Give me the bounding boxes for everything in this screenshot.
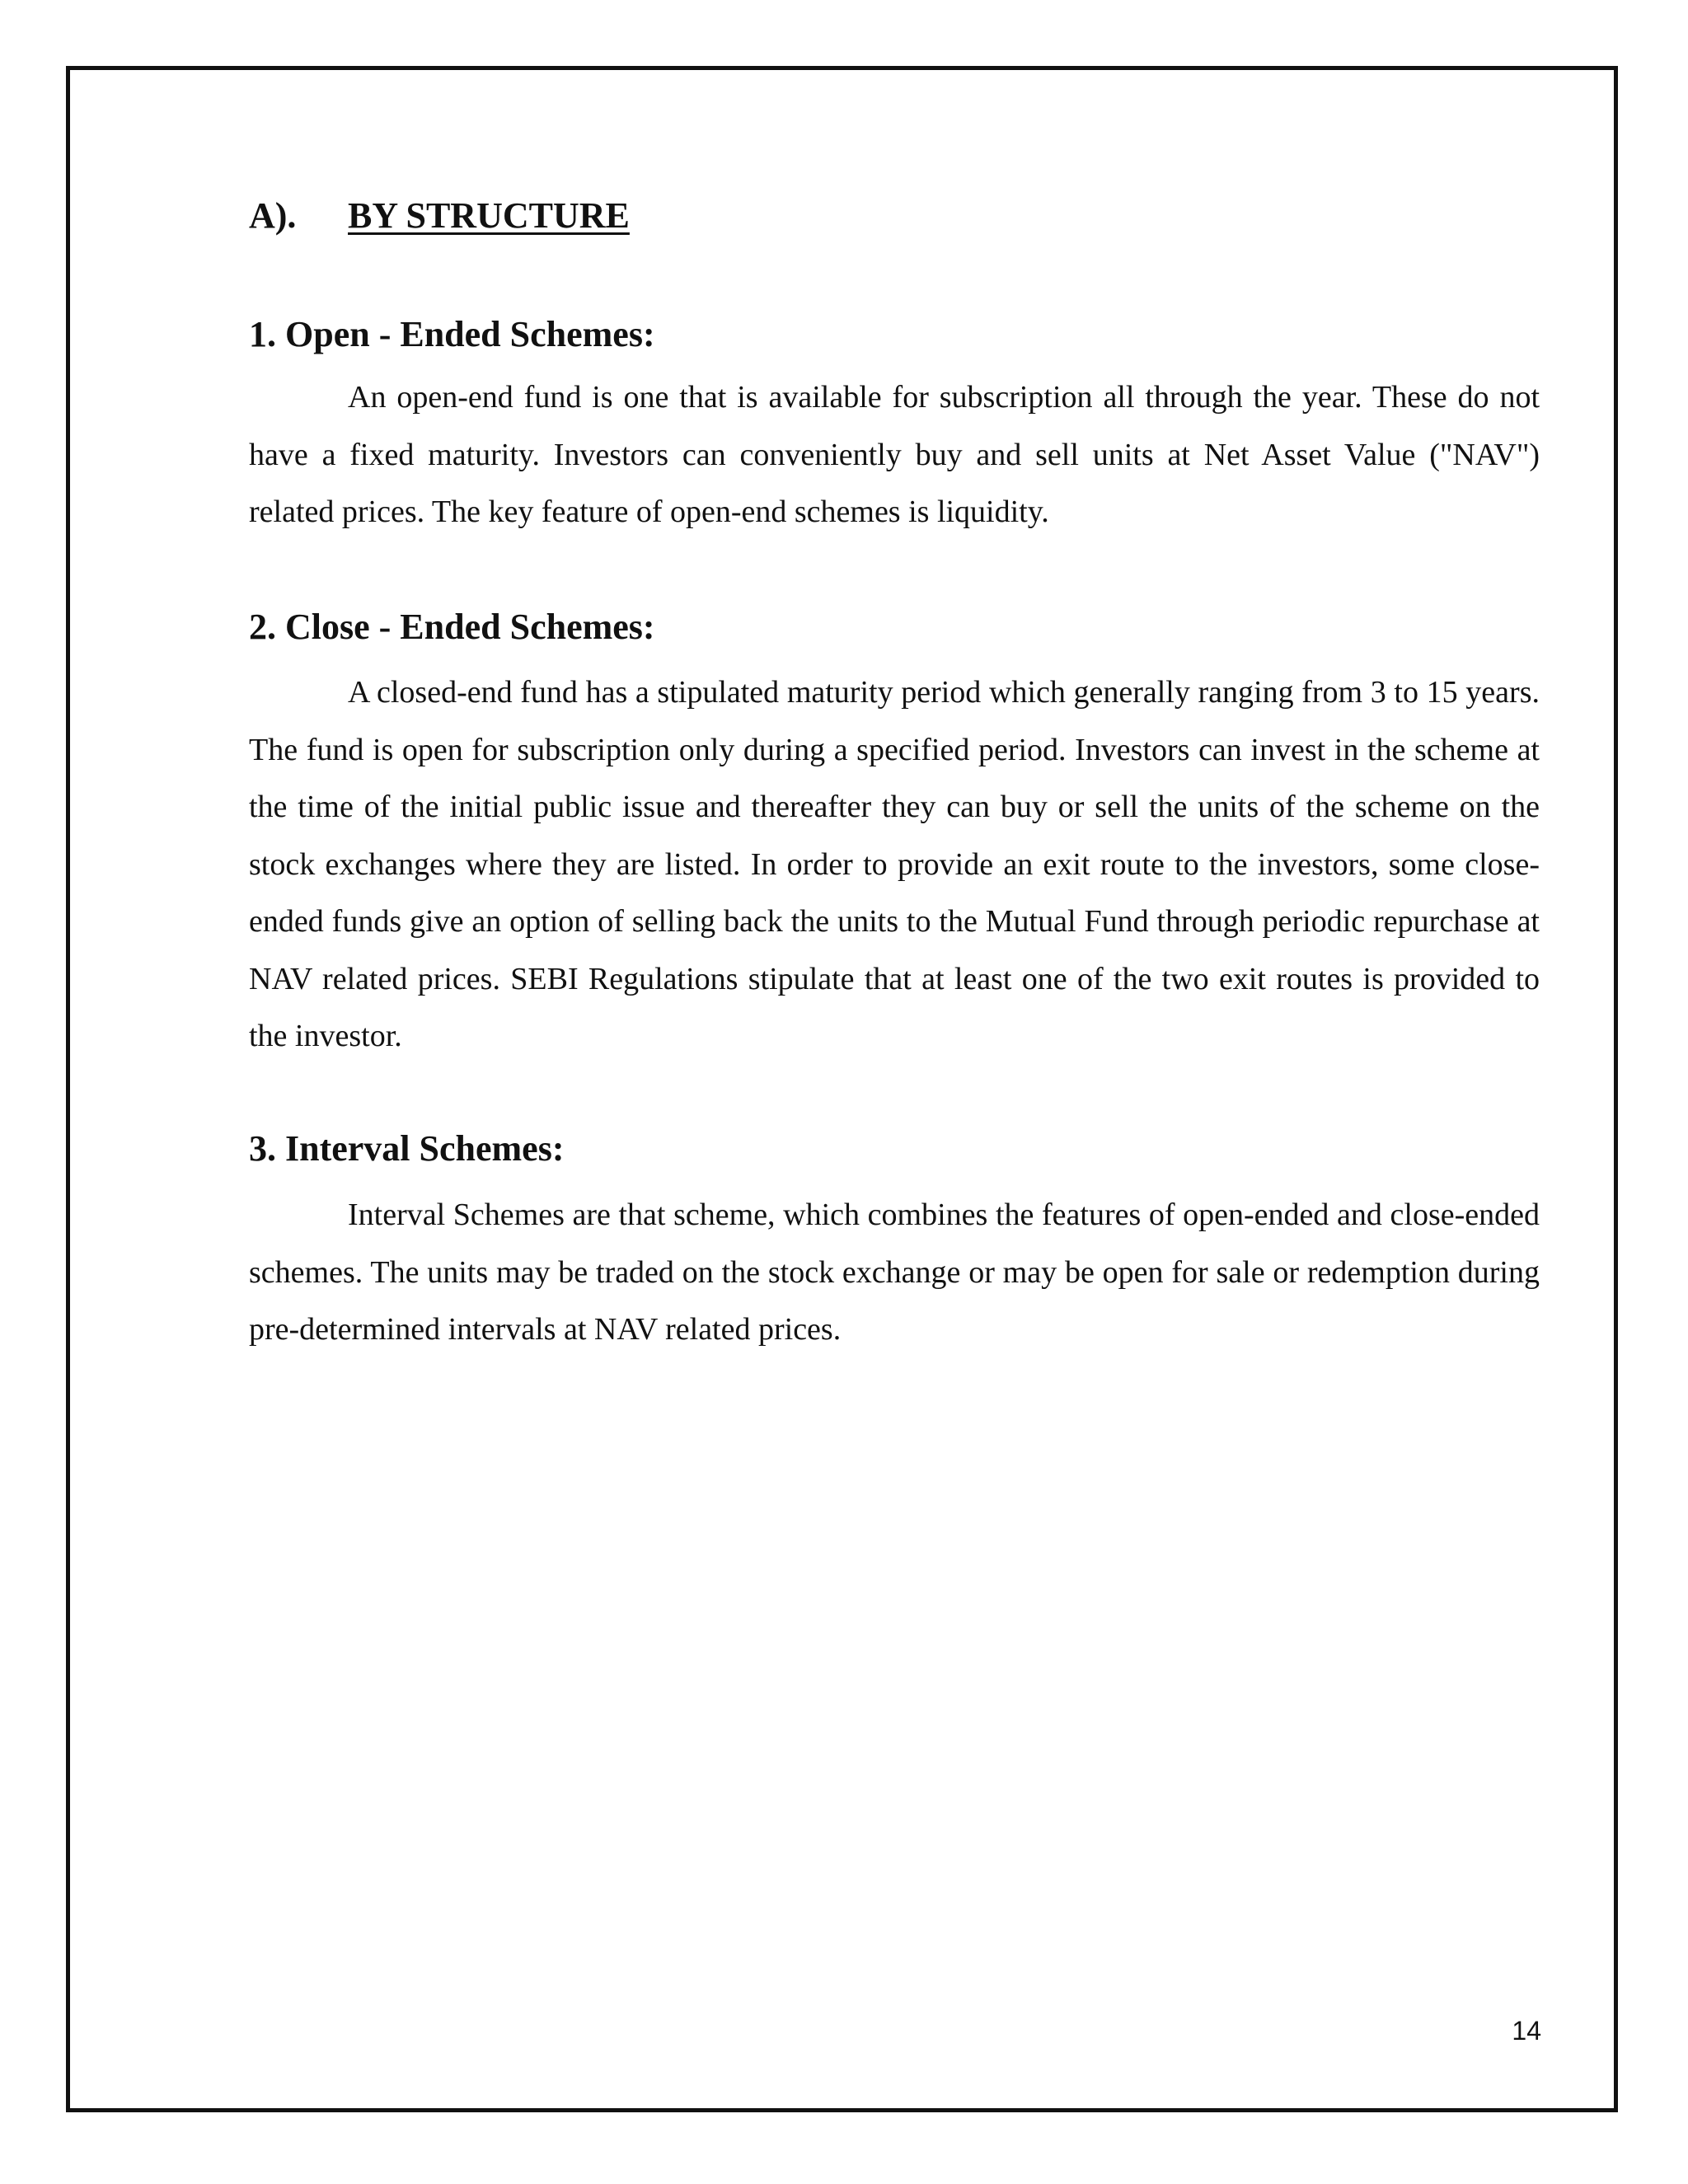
section-heading xyxy=(249,194,630,238)
scheme-body-interval: Interval Schemes are that scheme, which combines the features of open-ended and close-ended schemes. The units may be traded on the stock exchange or may be open for sale or redemption during pre-determined intervals at NAV related prices. xyxy=(249,1197,1540,1347)
scheme-heading-open-ended: 1. Open - Ended Schemes: xyxy=(249,314,655,354)
section-prefix: A). xyxy=(249,195,297,236)
scheme-body-close-ended: A closed-end fund has a stipulated maturity period which generally ranging from 3 to 15 years. The fund is open for subscription only during a specified period. Investors can invest in the scheme at the time of the initial public issue and thereafter they can buy or sell the units of the scheme on the stock exchanges where they are listed. In order to provide an exit route to the investors, some close-ended funds give an option of selling back the units to the Mutual Fund through periodic repurchase at NAV related prices. SEBI Regulations stipulate that at least one of the two exit routes is provided to the investor. xyxy=(249,675,1540,1053)
scheme-body-open-ended: An open-end fund is one that is available for subscription all through the year. These do not have a fixed maturity. Investors can conveniently buy and sell units at Net Asset Value ("NAV") related prices. The key feature of open-end schemes is liquidity. xyxy=(249,380,1540,529)
section-title: BY STRUCTURE xyxy=(348,195,630,236)
page-number: 14 xyxy=(1512,2016,1541,2046)
scheme-heading-close-ended: 2. Close - Ended Schemes: xyxy=(249,607,655,647)
scheme-heading-interval: 3. Interval Schemes: xyxy=(249,1128,565,1169)
